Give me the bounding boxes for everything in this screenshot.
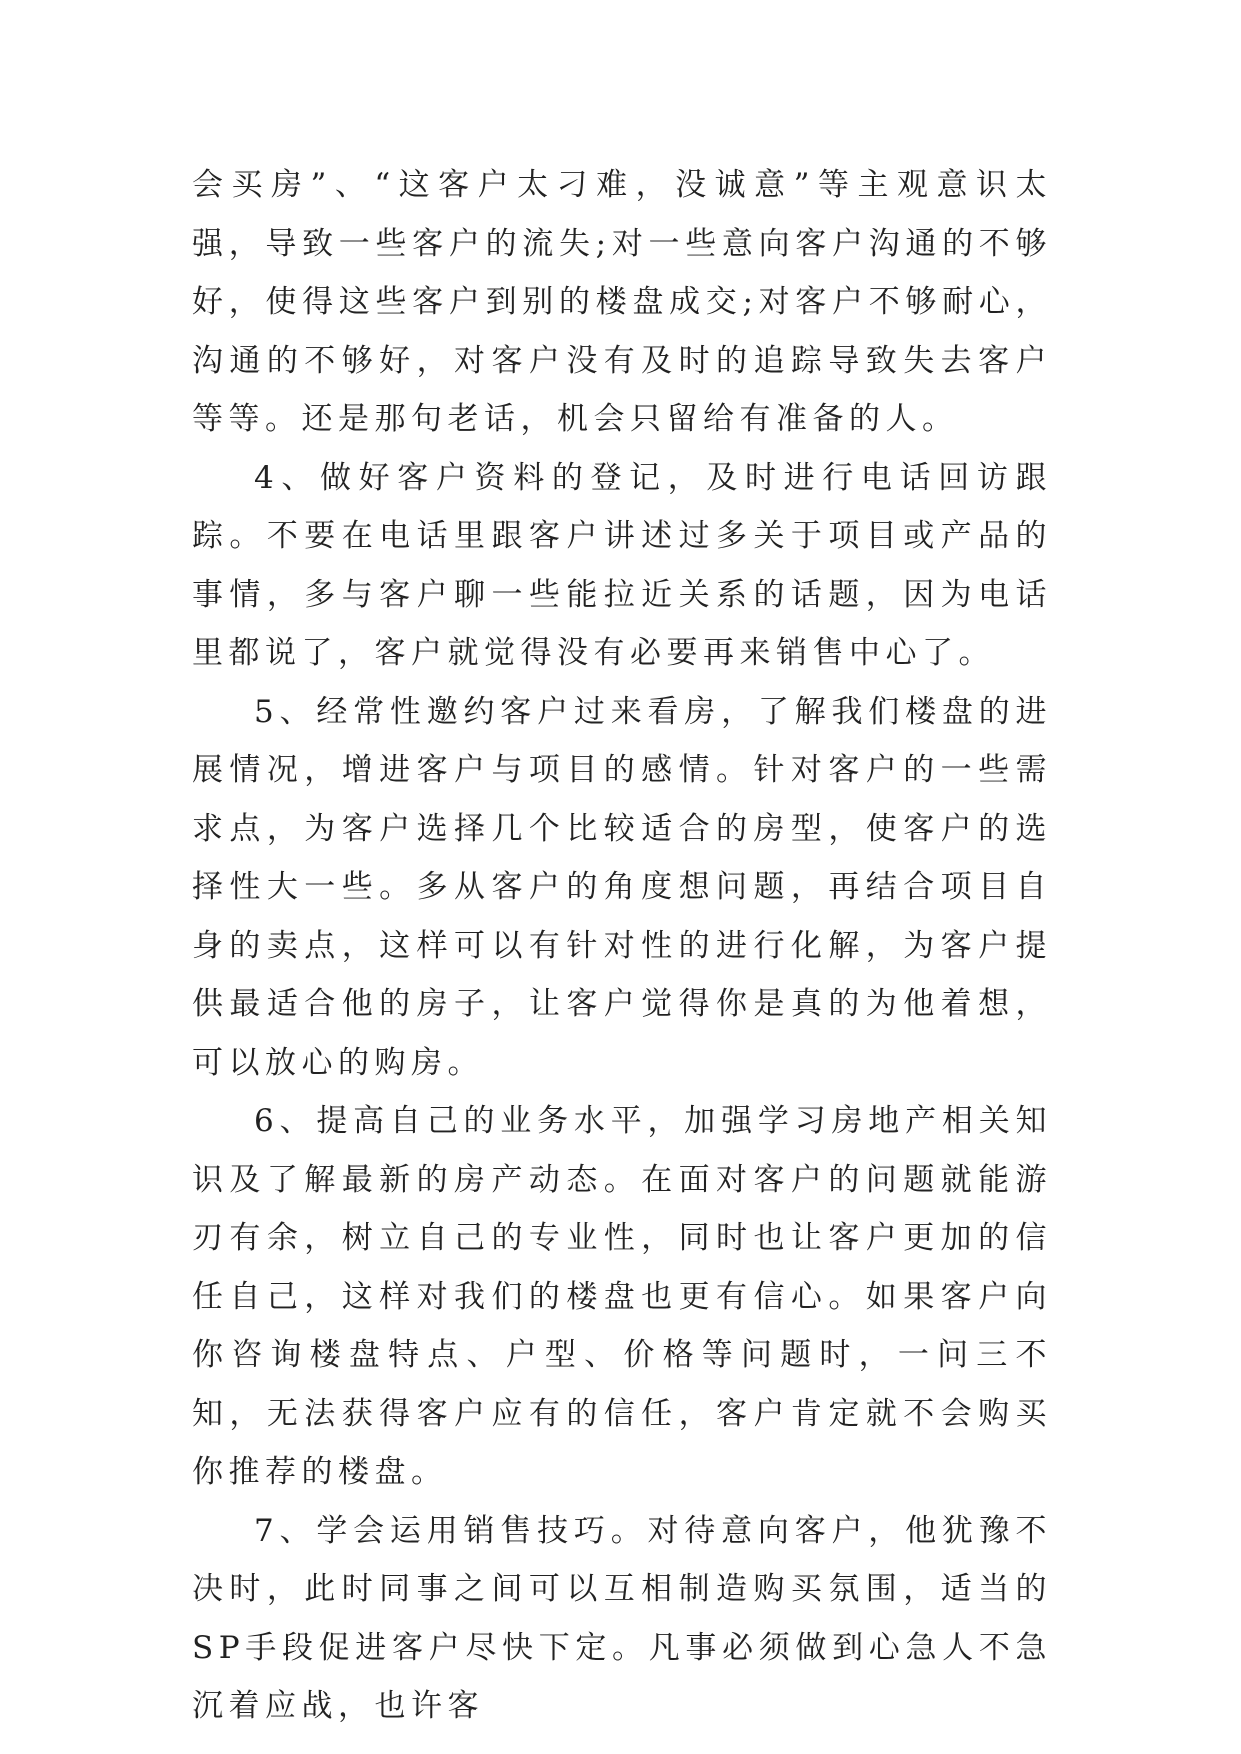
paragraph-item-5: 5、经常性邀约客户过来看房，了解我们楼盘的进展情况，增进客户与项目的感情。针对客户的一些需求点，为客户选择几个比较适合的房型，使客户的选择性大一些。多从客户的角度想问题，再结合项目自身的卖点，这样可以有针对性的进行化解，为客户提供最适合他的房子，让客户觉得你是真的为他着想，可以放心的购房。: [192, 693, 1052, 1081]
paragraph-item-6: 6、提高自己的业务水平，加强学习房地产相关知识及了解最新的房产动态。在面对客户的问题就能游刃有余，树立自己的专业性，同时也让客户更加的信任自己，这样对我们的楼盘也更有信心。如果客户向你咨询楼盘特点、户型、价格等问题时，一问三不知，无法获得客户应有的信任，客户肯定就不会购买你推荐的楼盘。: [192, 1103, 1052, 1490]
document-page: [192, 156, 1052, 1736]
paragraph-continuation: 会买房”、“这客户太刁难，没诚意”等主观意识太强，导致一些客户的流失;对一些意向客户沟通的不够好，使得这些客户到别的楼盘成交;对客户不够耐心，沟通的不够好，对客户没有及时的追踪导致失去客户等等。还是那句老话，机会只留给有准备的人。: [192, 167, 1052, 437]
paragraph-item-4: 4、做好客户资料的登记，及时进行电话回访跟踪。不要在电话里跟客户讲述过多关于项目或产品的事情，多与客户聊一些能拉近关系的话题，因为电话里都说了，客户就觉得没有必要再来销售中心了。: [192, 459, 1052, 671]
paragraph-item-7: 7、学会运用销售技巧。对待意向客户，他犹豫不决时，此时同事之间可以互相制造购买氛围，适当的SP手段促进客户尽快下定。凡事必须做到心急人不急沉着应战，也许客: [192, 1512, 1052, 1724]
